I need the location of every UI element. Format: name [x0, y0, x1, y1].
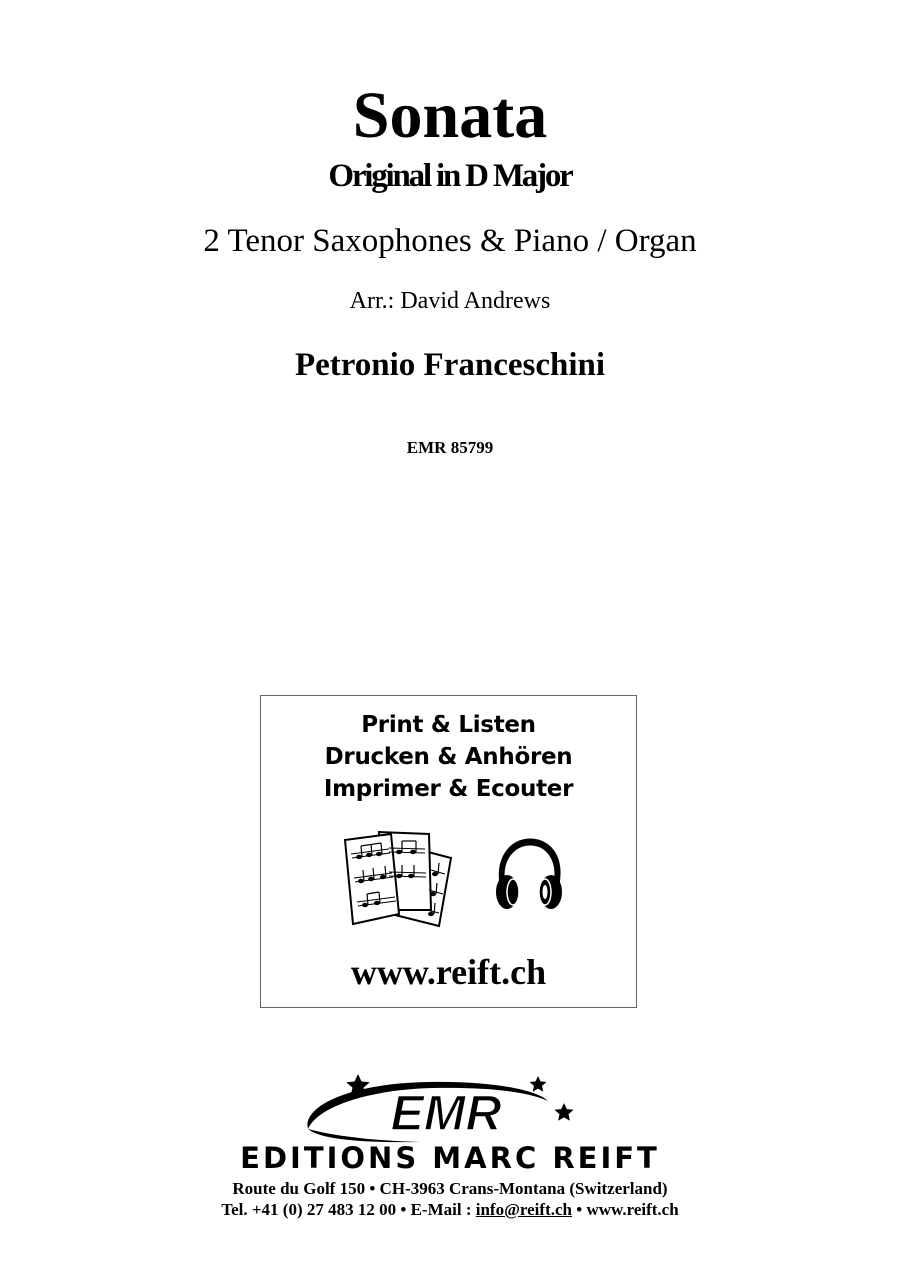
publisher-address: Route du Golf 150 • CH-3963 Crans-Montana (Switzerland) — [232, 1179, 668, 1198]
emr-logo — [300, 1073, 590, 1145]
title: Sonata — [352, 79, 548, 152]
publisher-contact: Tel. +41 (0) 27 483 12 00 • E-Mail : info@reift.ch • www.reift.ch — [221, 1200, 679, 1219]
promo-line-german: Drucken & Anhören — [324, 744, 573, 770]
emr-logo-text: EMR — [390, 1085, 502, 1141]
composer: Petronio Franceschini — [294, 347, 606, 383]
publisher-name: EDITIONS MARC REIFT — [240, 1141, 660, 1175]
promo-line-french: Imprimer & Ecouter — [323, 776, 574, 802]
publisher-website[interactable]: www.reift.ch — [586, 1200, 679, 1219]
subtitle: Original in D Major — [328, 158, 572, 194]
instrumentation: 2 Tenor Saxophones & Piano / Organ — [203, 223, 697, 259]
sheet-music-icon — [339, 828, 469, 928]
email-label: E-Mail : — [410, 1200, 472, 1219]
print-listen-box — [260, 695, 637, 1008]
promo-website[interactable]: www.reift.ch — [350, 952, 547, 992]
arranger: Arr.: David Andrews — [349, 288, 551, 314]
headphones-icon — [493, 836, 565, 914]
publisher-phone: Tel. +41 (0) 27 483 12 00 — [221, 1200, 397, 1219]
catalog-number: EMR 85799 — [406, 438, 494, 457]
email-link[interactable]: info@reift.ch — [475, 1200, 572, 1219]
promo-line-english: Print & Listen — [361, 712, 536, 738]
